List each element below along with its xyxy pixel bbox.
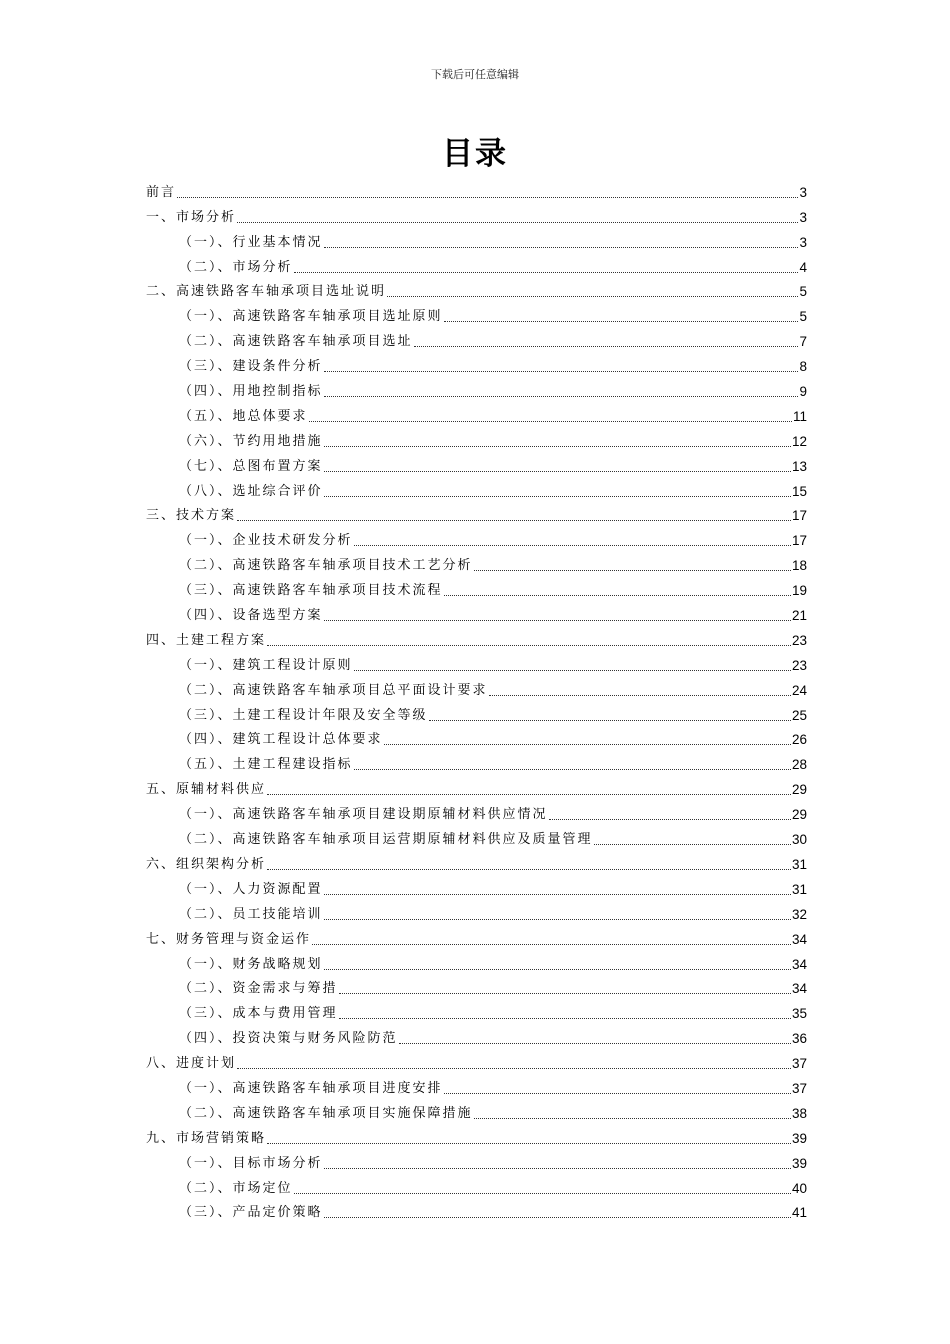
toc-entry-label: 七、财务管理与资金运作: [146, 931, 312, 947]
toc-entry-page: 12: [791, 433, 807, 449]
toc-entry-label: 六、组织架构分析: [146, 856, 267, 872]
toc-dot-leader: [237, 1067, 791, 1069]
toc-entry-page: 18: [791, 558, 807, 574]
toc-dot-leader: [354, 669, 791, 671]
toc-entry-label: （二）、市场分析: [179, 259, 293, 275]
toc-entry-page: 15: [791, 483, 807, 499]
toc-entry-page: 35: [791, 1006, 807, 1022]
toc-entry-page: 3: [799, 234, 807, 250]
toc-entry-page: 25: [791, 707, 807, 723]
toc-entry-label: 三、技术方案: [146, 508, 237, 524]
toc-entry[interactable]: [146, 1048, 807, 1073]
toc-entry-label: （二）、高速铁路客车轴承项目总平面设计要求: [179, 682, 488, 698]
toc-entry[interactable]: [146, 1198, 807, 1223]
toc-entry-page: 3: [799, 184, 807, 200]
toc-entry-label: （四）、建筑工程设计总体要求: [179, 732, 383, 748]
toc-dot-leader: [339, 1017, 791, 1019]
toc-entry-label: （五）、地总体要求: [179, 408, 308, 424]
toc-entry-label: （一）、企业技术研发分析: [179, 533, 353, 549]
toc-entry-label: 二、高速铁路客车轴承项目选址说明: [146, 284, 387, 300]
toc-dot-leader: [324, 1216, 791, 1218]
toc-dot-leader: [594, 843, 791, 845]
toc-entry-page: 5: [799, 309, 807, 325]
toc-entry-label: （六）、节约用地措施: [179, 433, 323, 449]
toc-entry[interactable]: [146, 1098, 807, 1123]
toc-entry-page: 3: [799, 209, 807, 225]
toc-entry-page: 7: [799, 334, 807, 350]
toc-entry[interactable]: [146, 351, 807, 376]
toc-dot-leader: [339, 992, 791, 994]
toc-dot-leader: [324, 495, 791, 497]
toc-dot-leader: [267, 1142, 791, 1144]
toc-dot-leader: [489, 694, 791, 696]
toc-dot-leader: [267, 793, 791, 795]
toc-entry-label: （一）、建筑工程设计原则: [179, 657, 353, 673]
toc-entry-page: 23: [791, 657, 807, 673]
toc-dot-leader: [324, 1167, 791, 1169]
toc-entry[interactable]: [146, 924, 807, 949]
toc-entry-page: 9: [799, 384, 807, 400]
toc-dot-leader: [324, 918, 791, 920]
toc-dot-leader: [429, 719, 791, 721]
toc-dot-leader: [354, 768, 791, 770]
toc-entry-label: （三）、产品定价策略: [179, 1205, 323, 1221]
toc-entry[interactable]: [146, 974, 807, 999]
toc-entry-page: 31: [791, 881, 807, 897]
toc-entry-page: 29: [791, 807, 807, 823]
toc-dot-leader: [444, 594, 791, 596]
toc-entry-page: 30: [791, 832, 807, 848]
toc-entry-label: （二）、员工技能培训: [179, 906, 323, 922]
toc-entry-label: （一）、高速铁路客车轴承项目进度安排: [179, 1080, 443, 1096]
toc-entry[interactable]: [146, 899, 807, 924]
toc-entry-label: （三）、成本与费用管理: [179, 1006, 338, 1022]
page-title: 目录: [442, 136, 508, 172]
toc-entry-page: 37: [791, 1056, 807, 1072]
toc-entry-label: 四、土建工程方案: [146, 632, 267, 648]
toc-dot-leader: [237, 519, 791, 521]
toc-entry[interactable]: [146, 525, 807, 550]
toc-entry-page: 34: [791, 931, 807, 947]
toc-entry-label: 八、进度计划: [146, 1056, 237, 1072]
toc-entry-page: 38: [791, 1105, 807, 1121]
toc-entry-label: （二）、市场定位: [179, 1180, 293, 1196]
toc-entry[interactable]: [146, 1148, 807, 1173]
toc-entry[interactable]: [146, 600, 807, 625]
toc-entry-page: 36: [791, 1031, 807, 1047]
toc-dot-leader: [324, 968, 791, 970]
toc-entry-label: （二）、高速铁路客车轴承项目实施保障措施: [179, 1105, 473, 1121]
toc-entry[interactable]: [146, 824, 807, 849]
toc-entry-label: （二）、资金需求与筹措: [179, 981, 338, 997]
toc-entry-page: 40: [791, 1180, 807, 1196]
toc-entry[interactable]: [146, 301, 807, 326]
toc-entry-label: （一）、行业基本情况: [179, 234, 323, 250]
toc-entry[interactable]: [146, 1023, 807, 1048]
toc-dot-leader: [549, 818, 791, 820]
toc-entry[interactable]: [146, 451, 807, 476]
toc-dot-leader: [267, 644, 791, 646]
toc-entry-page: 4: [799, 259, 807, 275]
toc-entry-page: 34: [791, 956, 807, 972]
toc-entry[interactable]: [146, 1123, 807, 1148]
toc-dot-leader: [384, 743, 791, 745]
toc-entry[interactable]: [146, 949, 807, 974]
toc-entry[interactable]: [146, 849, 807, 874]
toc-entry-label: （四）、用地控制指标: [179, 384, 323, 400]
toc-entry[interactable]: [146, 774, 807, 799]
toc-entry-label: （一）、高速铁路客车轴承项目建设期原辅材料供应情况: [179, 807, 548, 823]
toc-entry[interactable]: [146, 202, 807, 227]
toc-entry-page: 37: [791, 1080, 807, 1096]
toc-entry-page: 13: [791, 458, 807, 474]
toc-dot-leader: [414, 345, 799, 347]
toc-entry[interactable]: [146, 749, 807, 774]
toc-dot-leader: [294, 271, 799, 273]
toc-entry-page: 41: [791, 1205, 807, 1221]
toc-entry-label: （四）、投资决策与财务风险防范: [179, 1031, 398, 1047]
toc-dot-leader: [294, 1192, 791, 1194]
toc-dot-leader: [237, 221, 798, 223]
toc-entry-page: 31: [791, 856, 807, 872]
toc-entry[interactable]: [146, 874, 807, 899]
toc-entry-label: （七）、总图布置方案: [179, 458, 323, 474]
toc-entry-page: 32: [791, 906, 807, 922]
table-of-contents: [146, 177, 807, 1222]
toc-entry-page: 11: [792, 408, 807, 424]
toc-entry-page: 5: [799, 284, 807, 300]
toc-entry-page: 39: [791, 1130, 807, 1146]
toc-entry-page: 39: [791, 1155, 807, 1171]
toc-entry-page: 17: [791, 533, 807, 549]
toc-entry-label: 九、市场营销策略: [146, 1130, 267, 1146]
toc-dot-leader: [324, 246, 799, 248]
toc-entry[interactable]: [146, 700, 807, 725]
toc-entry-page: 21: [791, 608, 807, 624]
header-note: 下载后可任意编辑: [431, 68, 519, 81]
toc-dot-leader: [312, 943, 791, 945]
toc-entry[interactable]: [146, 401, 807, 426]
toc-entry[interactable]: [146, 376, 807, 401]
toc-entry-label: （一）、人力资源配置: [179, 881, 323, 897]
toc-entry-page: 28: [791, 757, 807, 773]
toc-entry[interactable]: [146, 177, 807, 202]
toc-dot-leader: [444, 320, 799, 322]
toc-entry[interactable]: [146, 799, 807, 824]
toc-entry[interactable]: [146, 550, 807, 575]
toc-entry-label: （二）、高速铁路客车轴承项目选址: [179, 334, 413, 350]
toc-dot-leader: [387, 295, 798, 297]
toc-entry-label: （二）、高速铁路客车轴承项目运营期原辅材料供应及质量管理: [179, 832, 593, 848]
toc-dot-leader: [309, 420, 792, 422]
toc-entry[interactable]: [146, 625, 807, 650]
toc-entry-page: 8: [799, 359, 807, 375]
toc-entry-label: （一）、财务战略规划: [179, 956, 323, 972]
toc-dot-leader: [324, 619, 791, 621]
toc-dot-leader: [399, 1042, 791, 1044]
toc-entry[interactable]: [146, 252, 807, 277]
toc-entry-page: 23: [791, 632, 807, 648]
toc-entry[interactable]: [146, 675, 807, 700]
toc-dot-leader: [474, 1117, 791, 1119]
toc-entry-page: 17: [791, 508, 807, 524]
toc-entry-label: 前言: [146, 184, 177, 200]
toc-entry-label: （三）、高速铁路客车轴承项目技术流程: [179, 583, 443, 599]
toc-entry[interactable]: [146, 998, 807, 1023]
toc-entry-page: 24: [791, 682, 807, 698]
toc-dot-leader: [324, 445, 791, 447]
toc-dot-leader: [177, 196, 798, 198]
toc-entry-label: （一）、高速铁路客车轴承项目选址原则: [179, 309, 443, 325]
toc-entry-page: 26: [791, 732, 807, 748]
toc-dot-leader: [354, 544, 791, 546]
toc-entry-label: （三）、土建工程设计年限及安全等级: [179, 707, 428, 723]
toc-entry-label: 五、原辅材料供应: [146, 782, 267, 798]
toc-entry[interactable]: [146, 227, 807, 252]
toc-entry-label: （三）、建设条件分析: [179, 359, 323, 375]
toc-entry[interactable]: [146, 277, 807, 302]
toc-entry-label: （一）、目标市场分析: [179, 1155, 323, 1171]
toc-entry[interactable]: [146, 426, 807, 451]
toc-dot-leader: [324, 370, 799, 372]
toc-entry-label: （五）、土建工程建设指标: [179, 757, 353, 773]
toc-entry[interactable]: [146, 575, 807, 600]
toc-entry-label: 一、市场分析: [146, 209, 237, 225]
toc-entry-page: 34: [791, 981, 807, 997]
toc-entry-label: （八）、选址综合评价: [179, 483, 323, 499]
toc-entry[interactable]: [146, 650, 807, 675]
toc-entry[interactable]: [146, 725, 807, 750]
toc-dot-leader: [324, 395, 799, 397]
toc-entry-page: 19: [791, 583, 807, 599]
toc-entry[interactable]: [146, 326, 807, 351]
toc-dot-leader: [444, 1092, 791, 1094]
toc-entry-label: （四）、设备选型方案: [179, 608, 323, 624]
toc-entry[interactable]: [146, 476, 807, 501]
toc-entry-label: （二）、高速铁路客车轴承项目技术工艺分析: [179, 558, 473, 574]
toc-dot-leader: [267, 868, 791, 870]
toc-entry[interactable]: [146, 1173, 807, 1198]
toc-entry[interactable]: [146, 1073, 807, 1098]
toc-dot-leader: [324, 470, 791, 472]
toc-entry-page: 29: [791, 782, 807, 798]
toc-dot-leader: [324, 893, 791, 895]
toc-entry[interactable]: [146, 501, 807, 526]
toc-dot-leader: [474, 569, 791, 571]
